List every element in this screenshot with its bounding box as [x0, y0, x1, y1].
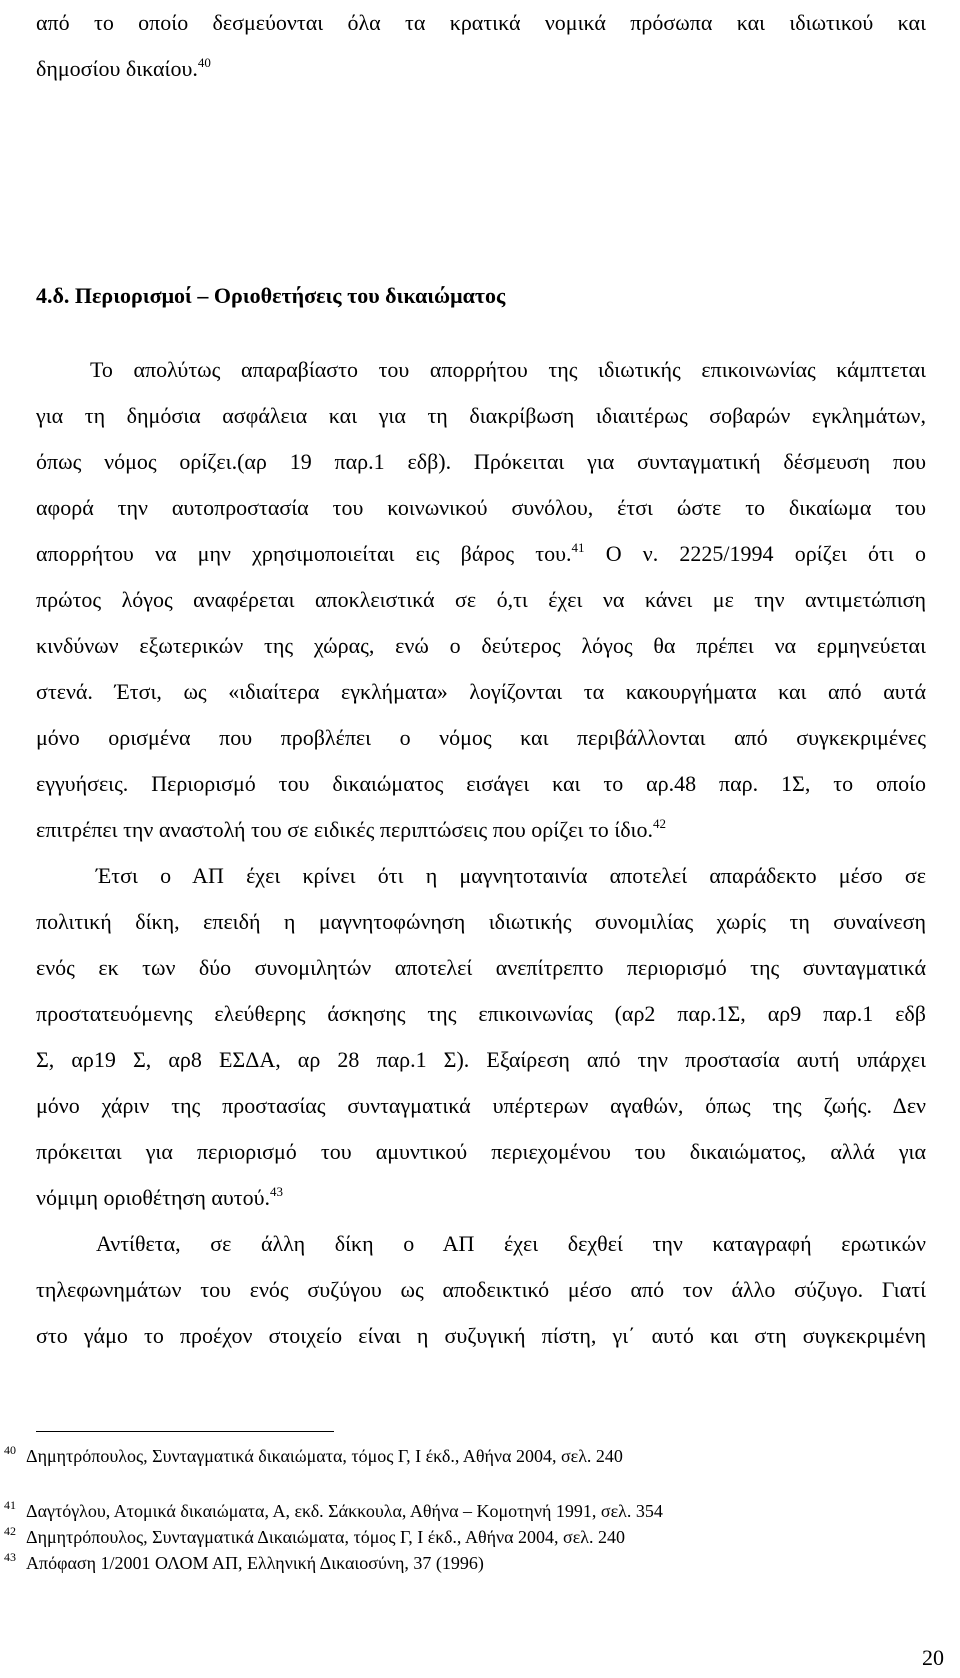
text-line [36, 46, 926, 92]
text-line [36, 1175, 926, 1221]
intro-paragraph [36, 0, 926, 92]
footnote-text: Δημητρόπουλος, Συνταγματικά Δικαιώματα, τόμος Γ, Ι έκδ., Αθήνα 2004, σελ. 240 [26, 1527, 626, 1547]
text-line [36, 531, 926, 577]
footnote-text: Δημητρόπουλος, Συνταγματικά δικαιώματα, τόμος Γ, Ι έκδ., Αθήνα 2004, σελ. 240 [26, 1446, 623, 1466]
text-line: στενά. Έτσι, ως «ιδιαίτερα εγκλήματα» λογίζονται τα κακουργήματα και από αυτά [36, 679, 926, 704]
text-line: Έτσι ο ΑΠ έχει κρίνει ότι η μαγνητοταινία αποτελεί απαράδεκτο μέσο σε [96, 863, 926, 888]
text-line: όπως νόμος ορίζει.(αρ 19 παρ.1 εδβ). Πρόκειται για συνταγματική δέσμευση που [36, 449, 926, 474]
footnote-ref: 43 [270, 1184, 283, 1199]
text-span: δημοσίου δικαίου. [36, 56, 198, 81]
text-line: Σ, αρ19 Σ, αρ8 ΕΣΔΑ, αρ 28 παρ.1 Σ). Εξαίρεση από την προστασία αυτή υπάρχει [36, 1047, 926, 1072]
text-line: μόνο χάριν της προστασίας συνταγματικά υπέρτερων αγαθών, όπως της ζωής. Δεν [36, 1093, 926, 1118]
text-line: πολιτική δίκη, επειδή η μαγνητοφώνηση ιδιωτικής συνομιλίας χωρίς τη συναίνεση [36, 909, 926, 934]
text-line: τηλεφωνημάτων του ενός συζύγου ως αποδεικτικό μέσο από τον άλλο σύζυγο. Γιατί [36, 1277, 926, 1302]
footnote-number: 41 [4, 1498, 16, 1512]
text-line: πρώτος λόγος αναφέρεται αποκλειστικά σε ό,τι έχει να κάνει με την αντιμετώπιση [36, 587, 926, 612]
text-line: πρόκειται για περιορισμό του αμυντικού περιεχομένου του δικαιώματος, αλλά για [36, 1139, 926, 1164]
paragraph-2 [36, 853, 926, 1221]
text-line: Το απολύτως απαραβίαστο του απορρήτου της ιδιωτικής επικοινωνίας κάμπτεται [90, 357, 926, 382]
text-line [36, 807, 926, 853]
text-line: Αντίθετα, σε άλλη δίκη ο ΑΠ έχει δεχθεί την καταγραφή ερωτικών [96, 1231, 926, 1256]
footnote-number: 42 [4, 1524, 16, 1538]
text-span: νόμιμη οριοθέτηση αυτού. [36, 1185, 270, 1210]
footnote-number: 43 [4, 1550, 16, 1564]
section-heading: 4.δ. Περιορισμοί – Οριοθετήσεις του δικαιώματος [36, 283, 506, 308]
footnote-ref: 40 [197, 55, 211, 70]
footnote-text: Απόφαση 1/2001 ΟΛΟΜ ΑΠ, Ελληνική Δικαιοσύνη, 37 (1996) [26, 1553, 484, 1573]
text-line: μόνο ορισμένα που προβλέπει ο νόμος και περιβάλλονται από συγκεκριμένες [36, 725, 926, 750]
footnote-number: 40 [4, 1443, 16, 1457]
text-span: απορρήτου να μην χρησιμοποιείται εις βάρος του. [36, 541, 572, 566]
text-span: επιτρέπει την αναστολή του σε ειδικές περιπτώσεις που ορίζει το ίδιο. [36, 817, 653, 842]
text-line: στο γάμο το προέχον στοιχείο είναι η συζυγική πίστη, γι΄ αυτό και στη συγκεκριμένη [36, 1323, 926, 1348]
text-line: προστατευόμενης ελεύθερης άσκησης της επικοινωνίας (αρ2 παρ.1Σ, αρ9 παρ.1 εδβ [36, 1001, 926, 1026]
text-span: Ο ν. 2225/1994 ορίζει ότι ο [584, 541, 926, 566]
text-line: αφορά την αυτοπροστασία του κοινωνικού συνόλου, έτσι ώστε το δικαίωμα του [36, 495, 926, 520]
footnote-text: Δαγτόγλου, Ατομικά δικαιώματα, Α, εκδ. Σάκκουλα, Αθήνα – Κομοτηνή 1991, σελ. 354 [26, 1501, 663, 1521]
footnote-ref: 41 [571, 540, 585, 555]
footnote-separator [36, 1431, 334, 1432]
paragraph-3 [36, 1221, 926, 1359]
text-line: για τη δημόσια ασφάλεια και για τη διακρίβωση ιδιαιτέρως σοβαρών εγκλημάτων, [36, 403, 926, 428]
page-number: 20 [922, 1645, 944, 1670]
text-line: ενός εκ των δύο συνομιλητών αποτελεί ανεπίτρεπτο περιορισμό της συνταγματικά [36, 955, 926, 980]
text-line: εγγυήσεις. Περιορισμό του δικαιώματος εισάγει και το αρ.48 παρ. 1Σ, το οποίο [36, 771, 926, 796]
paragraph-1 [36, 347, 926, 853]
footnote-ref: 42 [652, 816, 666, 831]
text-line: από το οποίο δεσμεύονται όλα τα κρατικά νομικά πρόσωπα και ιδιωτικού και [36, 10, 926, 35]
text-line: κινδύνων εξωτερικών της χώρας, ενώ ο δεύτερος λόγος θα πρέπει να ερμηνεύεται [36, 633, 926, 658]
